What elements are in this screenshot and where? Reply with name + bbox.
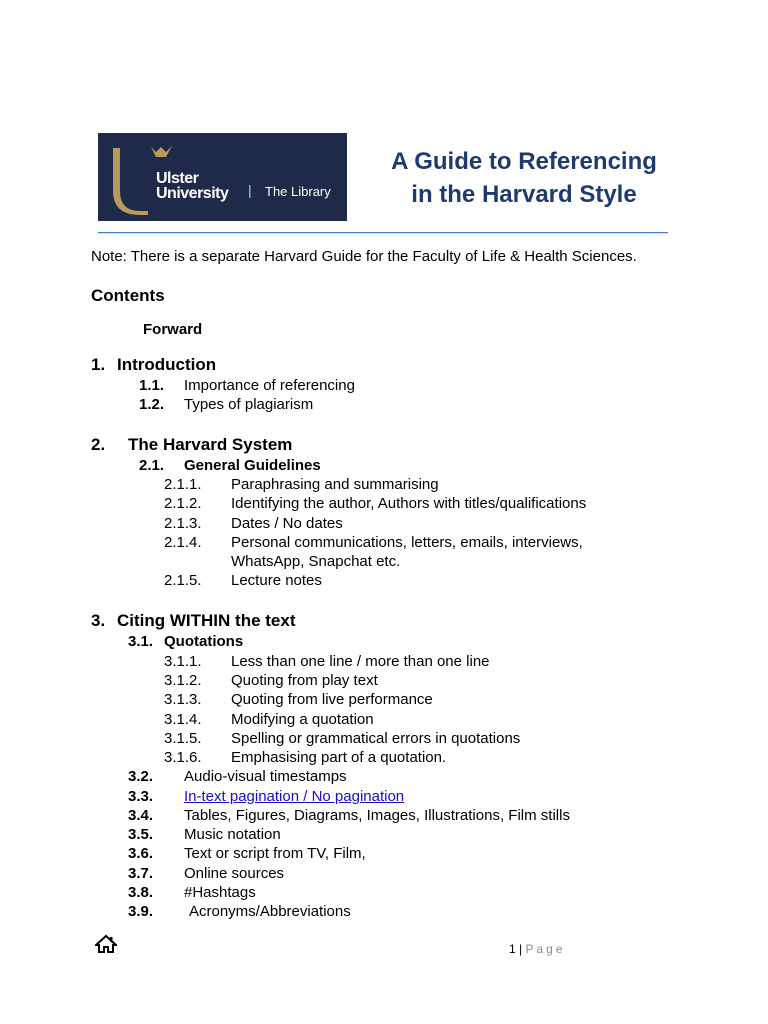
toc-item-number: 2.1.4. bbox=[164, 534, 202, 551]
toc-subsection-number: 3.3. bbox=[128, 788, 154, 805]
contents-heading: Contents bbox=[91, 286, 165, 305]
logo-line-university: University bbox=[156, 185, 229, 202]
toc-item-number: 3.1.2. bbox=[164, 672, 202, 689]
toc-forward[interactable]: Forward bbox=[143, 321, 203, 338]
toc-subsection-number: 3.8. bbox=[128, 884, 154, 901]
ulster-university-library-logo bbox=[98, 133, 347, 221]
toc-item-text[interactable]: Modifying a quotation bbox=[231, 711, 374, 728]
toc-subsection-text[interactable]: Text or script from TV, Film, bbox=[184, 845, 366, 862]
toc-subsection-number: 3.5. bbox=[128, 826, 154, 843]
header-divider bbox=[98, 232, 668, 233]
section-3-number: 3. bbox=[91, 611, 106, 630]
toc-subsection-text[interactable]: #Hashtags bbox=[184, 884, 256, 901]
toc-item-text[interactable]: Spelling or grammatical errors in quotations bbox=[231, 730, 521, 747]
section-1-title[interactable]: Introduction bbox=[117, 355, 217, 374]
toc-item-text[interactable]: Quoting from live performance bbox=[231, 691, 433, 708]
ulster-u-emblem-icon bbox=[98, 133, 347, 221]
toc-item-text[interactable]: Emphasising part of a quotation. bbox=[231, 749, 447, 766]
logo-library-label: The Library bbox=[265, 184, 331, 199]
toc-item-number: 2.1.3. bbox=[164, 515, 202, 532]
toc-item-number: 1.2. bbox=[139, 396, 165, 413]
toc-item-text[interactable]: Quoting from play text bbox=[231, 672, 378, 689]
home-icon[interactable] bbox=[95, 934, 117, 954]
page-footer bbox=[509, 942, 566, 956]
section-1-number: 1. bbox=[91, 355, 106, 374]
faculty-note: Note: There is a separate Harvard Guide for the Faculty of Life & Health Sciences. bbox=[91, 248, 637, 265]
toc-subsection-number: 2.1. bbox=[139, 457, 165, 474]
toc-item-text[interactable]: Lecture notes bbox=[231, 572, 322, 589]
toc-item-number: 2.1.2. bbox=[164, 495, 202, 512]
toc-item-text[interactable]: Dates / No dates bbox=[231, 515, 343, 532]
toc-subsection-title[interactable]: Quotations bbox=[164, 633, 244, 650]
toc-subsection-text[interactable]: Online sources bbox=[184, 865, 285, 882]
toc-subsection-text[interactable]: Acronyms/Abbreviations bbox=[189, 903, 351, 920]
toc-subsection-text[interactable]: Tables, Figures, Diagrams, Images, Illustrations, Film stills bbox=[184, 807, 570, 824]
toc-item-number: 3.1.4. bbox=[164, 711, 202, 728]
toc-subsection-number: 3.7. bbox=[128, 865, 154, 882]
toc-item-text[interactable]: Paraphrasing and summarising bbox=[231, 476, 439, 493]
section-3-title[interactable]: Citing WITHIN the text bbox=[117, 611, 296, 630]
page-separator: | bbox=[519, 942, 523, 956]
toc-item-number: 3.1.6. bbox=[164, 749, 202, 766]
toc-subsection-number: 3.6. bbox=[128, 845, 154, 862]
toc-item-text[interactable]: Identifying the author, Authors with titles/qualifications bbox=[231, 495, 587, 512]
toc-item-number: 1.1. bbox=[139, 377, 165, 394]
toc-subsection-number: 3.2. bbox=[128, 768, 154, 785]
logo-divider: | bbox=[248, 182, 252, 198]
toc-item-number: 3.1.5. bbox=[164, 730, 202, 747]
toc-subsection-number: 3.4. bbox=[128, 807, 154, 824]
section-2-number: 2. bbox=[91, 435, 106, 454]
toc-item-number: 2.1.5. bbox=[164, 572, 202, 589]
title-line-1: A Guide to Referencing bbox=[391, 148, 657, 175]
toc-link-in-text-pagination[interactable]: In-text pagination / No pagination bbox=[184, 788, 405, 805]
toc-item-text[interactable]: Importance of referencing bbox=[184, 377, 355, 394]
toc-item-text[interactable]: Personal communications, letters, emails, interviews, bbox=[231, 534, 583, 551]
toc-item-text[interactable]: Types of plagiarism bbox=[184, 396, 314, 413]
toc-subsection-text[interactable]: Audio-visual timestamps bbox=[184, 768, 347, 785]
toc-subsection-title[interactable]: General Guidelines bbox=[184, 457, 321, 474]
toc-item-number: 3.1.3. bbox=[164, 691, 202, 708]
toc-item-number: 2.1.1. bbox=[164, 476, 202, 493]
document-title bbox=[372, 145, 676, 211]
page-number: 1 bbox=[509, 942, 516, 956]
toc-item-text-continued[interactable]: WhatsApp, Snapchat etc. bbox=[231, 553, 401, 570]
toc-subsection-text[interactable]: Music notation bbox=[184, 826, 281, 843]
page-label: Page bbox=[525, 942, 566, 956]
title-line-2: in the Harvard Style bbox=[411, 181, 637, 208]
section-2-title[interactable]: The Harvard System bbox=[128, 435, 293, 454]
toc-item-text[interactable]: Less than one line / more than one line bbox=[231, 653, 490, 670]
toc-subsection-number: 3.1. bbox=[128, 633, 154, 650]
toc-subsection-number: 3.9. bbox=[128, 903, 154, 920]
toc-item-number: 3.1.1. bbox=[164, 653, 202, 670]
logo-line-ulster: Ulster bbox=[156, 170, 199, 187]
